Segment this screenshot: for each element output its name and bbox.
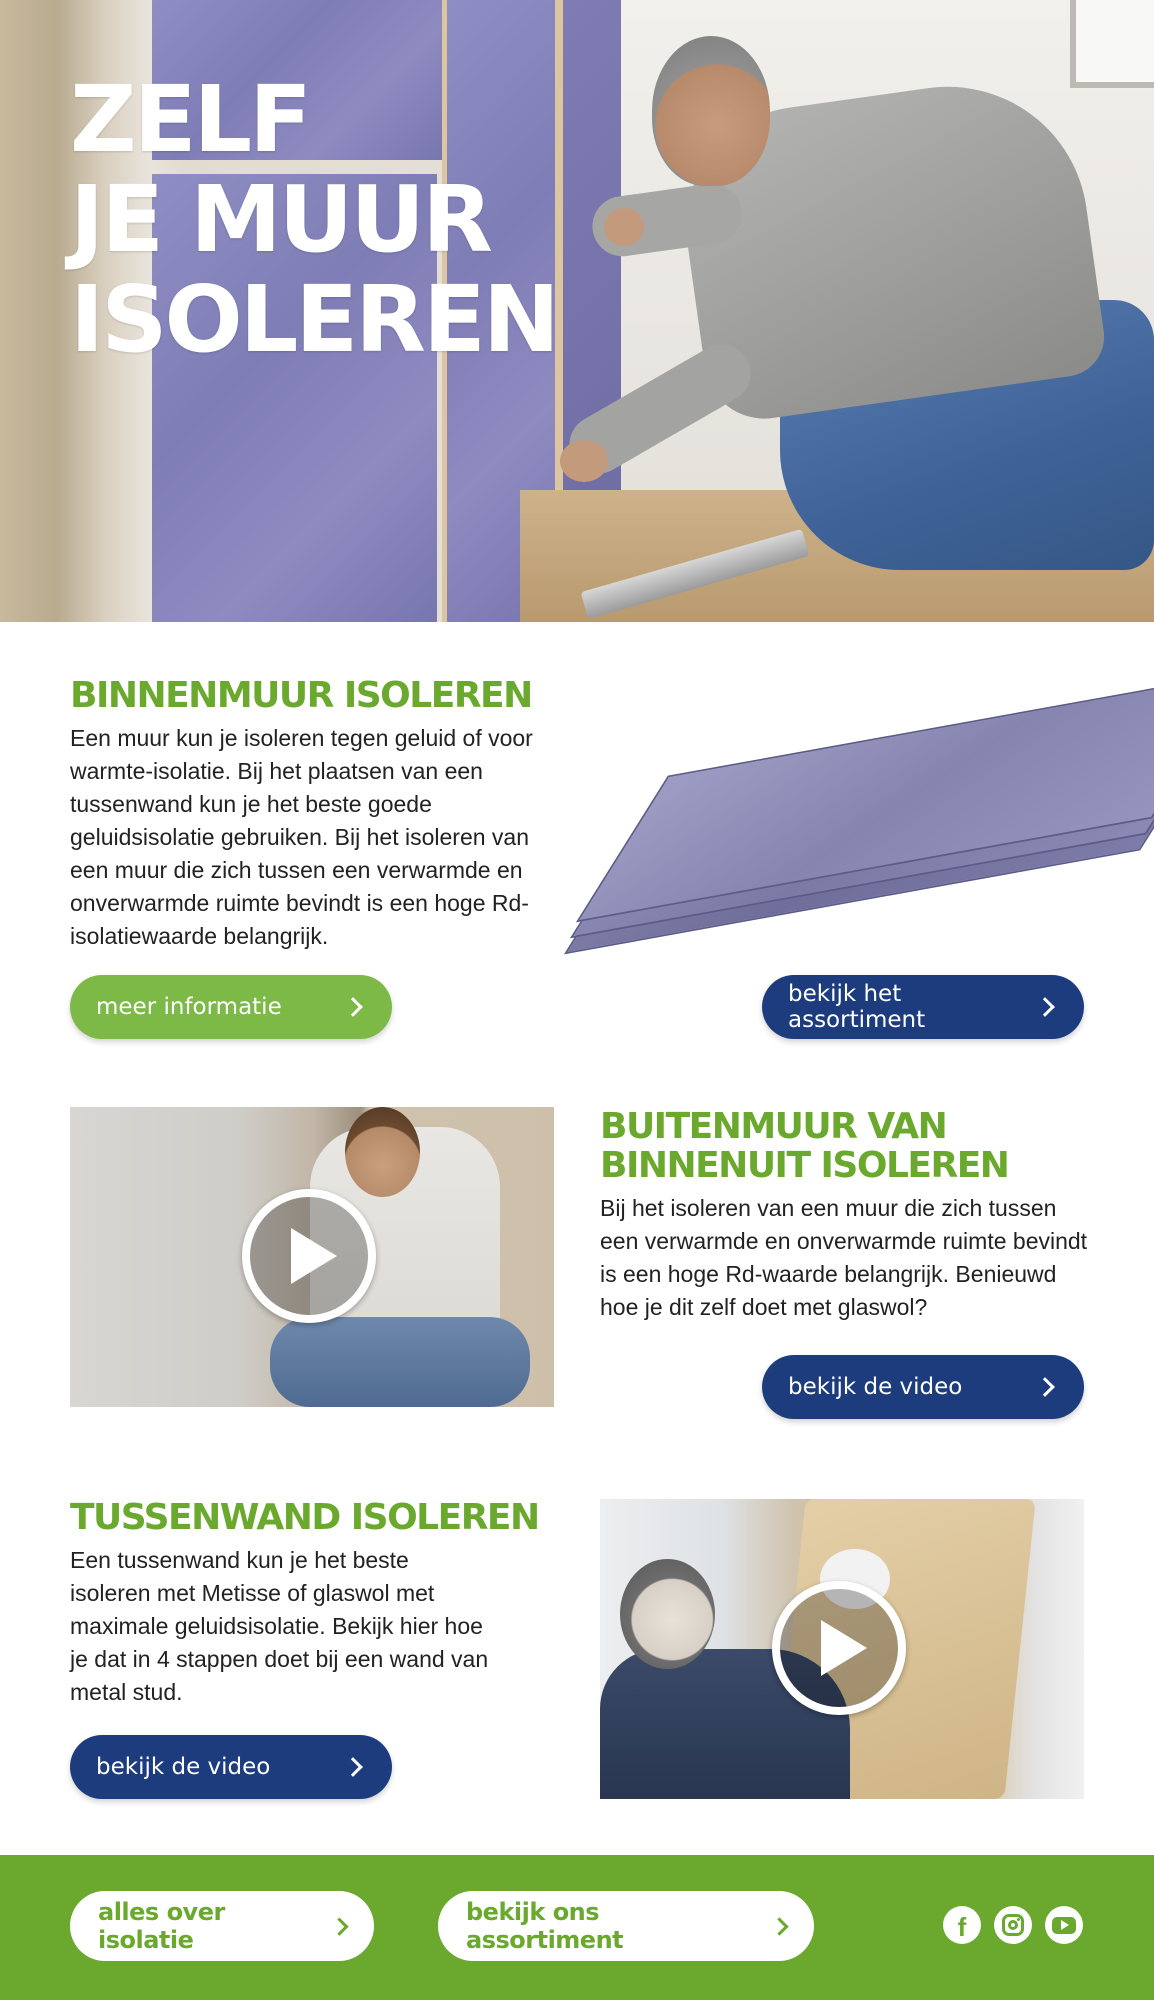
youtube-icon[interactable]: [1045, 1906, 1083, 1944]
section-heading-tussenwand: TUSSENWAND ISOLEREN: [70, 1497, 539, 1538]
section-body-buitenmuur: Bij het isoleren van een muur die zich tussen een verwarmde en onverwarmde ruimte bevindt is een hoge Rd-waarde belangrijk. Benieuwd hoe je dit zelf doet met glaswol?: [600, 1195, 1088, 1320]
chevron-right-icon: [343, 1757, 363, 1777]
video-thumbnail-tussenwand[interactable]: [600, 1499, 1084, 1799]
hero-image: [0, 0, 1154, 622]
hero-title-line: ZELF: [70, 66, 310, 173]
button-label: bekijk de video: [96, 1754, 271, 1780]
button-label: alles over isolatie: [98, 1898, 225, 1954]
button-label: meer informatie: [96, 994, 282, 1020]
section-body-tussenwand: Een tussenwand kun je het beste isoleren met Metisse of glaswol met maximale geluidsisolatie. Bekijk hier hoe je dat in 4 stappen doet bij een wand van metal stud.: [70, 1547, 489, 1705]
hero-title: [70, 66, 557, 373]
facebook-icon[interactable]: [943, 1906, 981, 1944]
chevron-right-icon: [771, 1917, 789, 1935]
worker-head: [652, 36, 770, 186]
section-heading-line: BUITENMUUR VAN: [600, 1106, 947, 1147]
button-label: bekijk het assortiment: [788, 981, 926, 1033]
chevron-right-icon: [343, 997, 363, 1017]
section-body-binnenmuur: Een muur kun je isoleren tegen geluid of voor warmte-isolatie. Bij het plaatsen van een tussenwand kun je het beste goede geluidsisolatie gebruiken. Bij het isoleren van een muur die zich tussen een verwarmde en onverwarmde ruimte bevindt is een hoge Rd-isolatiewaarde belangrijk.: [70, 725, 533, 949]
hero-title-line: ISOLEREN: [70, 266, 557, 373]
meer-informatie-button[interactable]: [70, 975, 392, 1039]
video-thumbnail-buitenmuur[interactable]: [70, 1107, 554, 1407]
section-heading-buitenmuur: [600, 1107, 1100, 1185]
section-heading-binnenmuur: BINNENMUUR ISOLEREN: [70, 675, 532, 716]
bekijk-video-button[interactable]: [70, 1735, 392, 1799]
chevron-right-icon: [331, 1917, 349, 1935]
play-icon[interactable]: [772, 1581, 906, 1715]
video-person-legs: [270, 1317, 530, 1407]
hero-window: [1070, 0, 1154, 88]
play-icon[interactable]: [242, 1189, 376, 1323]
bekijk-ons-assortiment-button[interactable]: [438, 1891, 814, 1961]
facebook-glyph: f: [957, 1912, 967, 1942]
button-label: bekijk ons assortiment: [466, 1898, 624, 1954]
worker-hand: [604, 208, 644, 246]
video-person-head: [620, 1559, 715, 1669]
button-label: bekijk de video: [788, 1374, 963, 1400]
worker-hand: [560, 440, 608, 482]
bekijk-assortiment-button[interactable]: [762, 975, 1084, 1039]
alles-over-isolatie-button[interactable]: [70, 1891, 374, 1961]
hero-title-line: JE MUUR: [70, 166, 490, 273]
section-heading-line: BINNENUIT ISOLEREN: [600, 1145, 1009, 1186]
chevron-right-icon: [1035, 1377, 1055, 1397]
bekijk-video-button[interactable]: [762, 1355, 1084, 1419]
insulation-slabs-image: [578, 668, 1138, 930]
video-person-head: [345, 1107, 420, 1197]
chevron-right-icon: [1035, 997, 1055, 1017]
instagram-icon[interactable]: [994, 1906, 1032, 1944]
